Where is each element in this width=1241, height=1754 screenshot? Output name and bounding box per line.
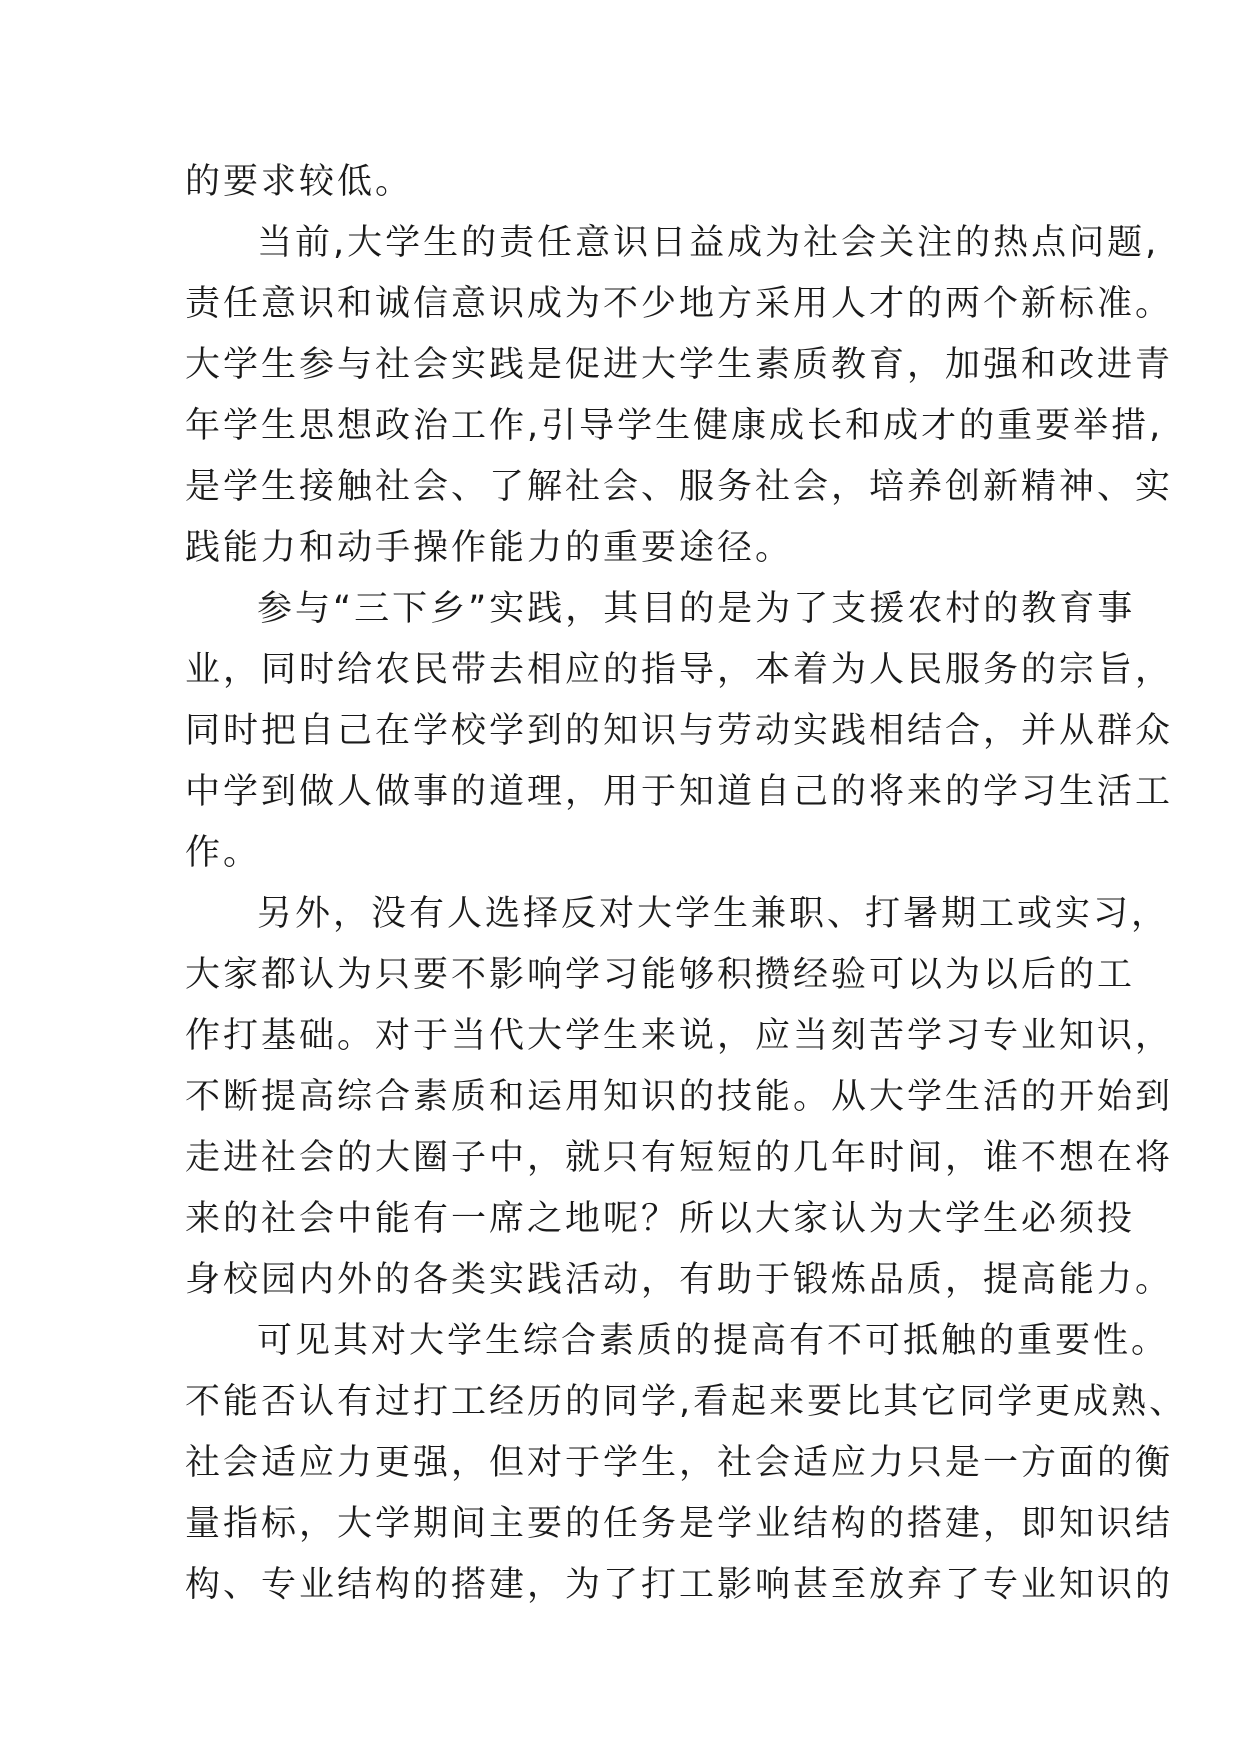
text-line: 作打基础。对于当代大学生来说，应当刻苦学习专业知识，: [185, 1016, 1174, 1056]
text-line: 不能否认有过打工经历的同学,看起来要比其它同学更成熟、: [185, 1382, 1188, 1422]
text-line: 作。: [185, 833, 262, 873]
text-line: 年学生思想政治工作,引导学生健康成长和成才的重要举措,: [185, 406, 1164, 446]
text-line: 是学生接触社会、了解社会、服务社会，培养创新精神、实: [185, 467, 1174, 507]
text-line: 的要求较低。: [185, 162, 414, 202]
text-line: 大学生参与社会实践是促进大学生素质教育，加强和改进青: [185, 345, 1174, 385]
text-line: 身校园内外的各类实践活动，有助于锻炼品质，提高能力。: [185, 1260, 1174, 1300]
document-body: [185, 152, 1188, 1616]
text-line: 业，同时给农民带去相应的指导，本着为人民服务的宗旨，: [185, 650, 1174, 690]
text-line: 来的社会中能有一席之地呢？所以大家认为大学生必须投: [185, 1199, 1136, 1239]
text-line: 践能力和动手操作能力的重要途径。: [185, 528, 794, 568]
text-line: 当前,大学生的责任意识日益成为社会关注的热点问题,: [257, 223, 1160, 263]
text-line: 走进社会的大圈子中，就只有短短的几年时间，谁不想在将: [185, 1138, 1174, 1178]
text-line: 可见其对大学生综合素质的提高有不可抵触的重要性。: [257, 1321, 1170, 1361]
text-line: 大家都认为只要不影响学习能够积攒经验可以为以后的工: [185, 955, 1136, 995]
text-line: 量指标，大学期间主要的任务是学业结构的搭建，即知识结: [185, 1504, 1174, 1544]
text-line: 同时把自己在学校学到的知识与劳动实践相结合，并从群众: [185, 711, 1174, 751]
text-line: 另外，没有人选择反对大学生兼职、打暑期工或实习，: [257, 894, 1170, 934]
text-line: 参与“三下乡”实践，其目的是为了支援农村的教育事: [257, 589, 1136, 629]
text-line: 不断提高综合素质和运用知识的技能。从大学生活的开始到: [185, 1077, 1174, 1117]
text-line: 责任意识和诚信意识成为不少地方采用人才的两个新标准。: [185, 284, 1174, 324]
text-line: 构、专业结构的搭建，为了打工影响甚至放弃了专业知识的: [185, 1565, 1174, 1605]
text-line: 社会适应力更强，但对于学生，社会适应力只是一方面的衡: [185, 1443, 1174, 1483]
text-line: 中学到做人做事的道理，用于知道自己的将来的学习生活工: [185, 772, 1174, 812]
